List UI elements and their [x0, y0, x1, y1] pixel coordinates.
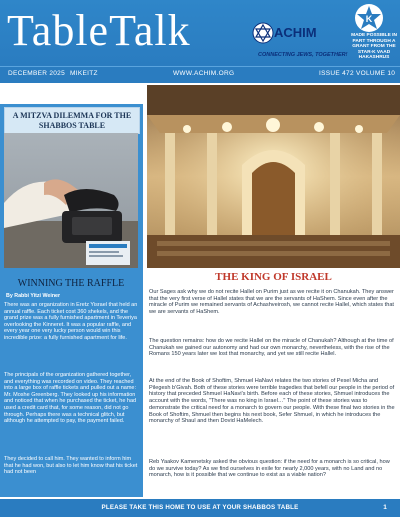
telephone-photo: [4, 133, 138, 268]
section-title: A MITZVA DILEMMA FOR THE SHABBOS TABLE: [12, 111, 132, 130]
newsletter-title: TableTalk: [7, 6, 191, 55]
achim-tagline: CONNECTING JEWS, TOGETHER!: [258, 52, 348, 58]
raffle-article-title: WINNING THE RAFFLE: [17, 278, 125, 289]
achim-logo: [258, 20, 346, 60]
main-paragraph: At the end of the Book of Shoftim, Shmuel HaNavi relates the two stories of Pesel Micha and Pilegesh b'Givah. Both of these stories were terrible tragedies that befell our people in the period of history that preceded Shmuel HaNavi's birth. Before each of these stories, Shmuel introduces the account with the words, "There was no king in Israel…" The point of these stories was to demonstrate the critical need for a monarch to govern our people. With these final two stories in the Book of Shoftim, Shmuel then begins his next book, Sefer Shmuel, in which he introduces the monarchy of Shaul and then Dovid HaMelech.: [149, 378, 395, 425]
issue-date: DECEMBER 2025: [8, 70, 66, 77]
main-paragraph: Our Sages ask why we do not recite Hallel on Purim just as we recite it on Chanukah. They answer that the very first verse of Hallel states that we are the servants of HaShem. Since even after the miracle of Purim we remained servants of Achashveirosh, we cannot recite Hallel, which states that we are servants of HaShem.: [149, 289, 394, 316]
dilemma-header-box: [4, 107, 140, 134]
synagogue-interior-photo: [147, 85, 400, 268]
issue-number: ISSUE 472 VOLUME 10: [319, 70, 396, 77]
main-paragraph: Reb Yaakov Kamenetsky asked the obvious question: if the need for a monarch is so critical, how do we survive today? As we find ourselves in exile for nearly 2,000 years, with no Land and no monarch, how is it possible that we continue to exist as a viable nation?: [149, 459, 390, 479]
website-link[interactable]: WWW.ACHIM.ORG: [173, 70, 235, 77]
star-k-badge-icon: [354, 3, 384, 33]
achim-logo-text: ACHIM: [274, 25, 317, 40]
main-article-title: THE KING OF ISRAEL: [215, 271, 332, 283]
svg-text:K: K: [365, 14, 373, 24]
sidebar-paragraph: They decided to call him. They wanted to inform him that he had won, but also to let him know that his ticket had not been: [4, 456, 138, 476]
article-byline: By Rabbi Yitzi Weiner: [6, 293, 61, 299]
parsha-name: MIKEITZ: [70, 70, 98, 77]
sidebar-paragraph: The principals of the organization gathered together, and everything was recorded on video. They reached into a large box of raffle tickets and pulled out a name: Mr. Moshe Greenberg. They looked up his information and noticed that when he purchased the ticket, he had used a credit card that, for some reason, did not go through. Perhaps there was a technical glitch, but although he attempted to pay, the payment failed.: [4, 372, 137, 425]
sidebar-paragraph: There was an organization in Eretz Yisrael that held an annual raffle. Each ticket cost 360 shekels, and the grand prize was a fully furnished apartment in Teveriya overlooking the Kinneret. It was a popular raffle, and every year one very lucky person would win this incredible prize: a fully furnished apartment for life.: [4, 302, 138, 341]
footer-message: PLEASE TAKE THIS HOME TO USE AT YOUR SHABBOS TABLE: [101, 504, 299, 511]
issue-info-bar: [0, 66, 400, 83]
main-paragraph: The question remains: how do we recite Hallel on the miracle of Chanukah? Although at the time of Chanukah we gained our autonomy and had our own monarchy, nevertheless, with the rise of the Romans 150 years later we lost that monarchy, and yet we still recite Hallel.: [149, 338, 394, 358]
grant-notice: MADE POSSIBLE IN PART THROUGH A GRANT FROM THE STAR-K VAAD HAKASHRUS: [351, 33, 397, 61]
footer-bar: [0, 499, 400, 517]
page-number: 1: [383, 504, 387, 511]
handshake-icon: [252, 22, 274, 44]
masthead: [0, 0, 400, 66]
